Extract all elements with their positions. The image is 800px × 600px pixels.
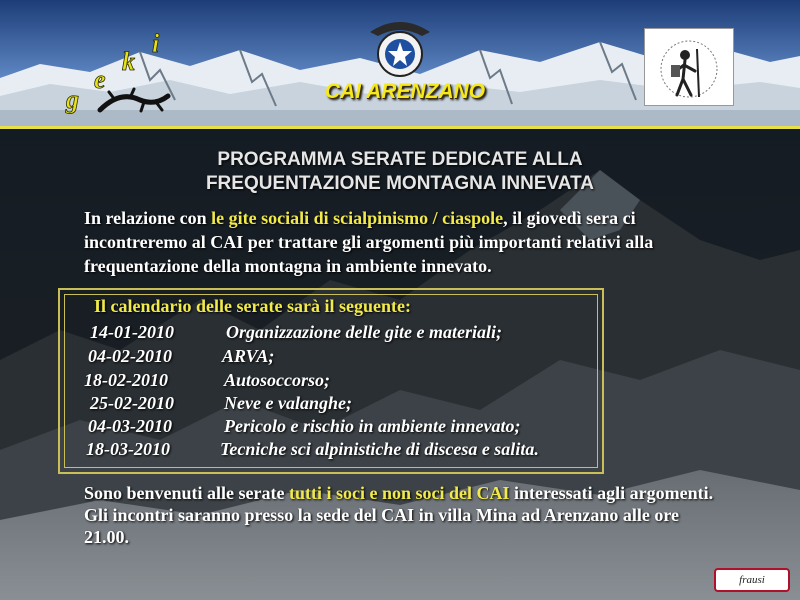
- gecko-logo-icon: [60, 30, 180, 120]
- page-title-line-1: PROGRAMMA SERATE DEDICATE ALLA: [217, 149, 583, 170]
- calendar-topic: Neve e valanghe;: [224, 393, 352, 413]
- calendar-row: [84, 370, 168, 391]
- intro-text-2: , il giovedì sera ci incontreremo al CAI per trattare gli argomenti più importanti relativi alla frequentazione della montagna in ambiente innevato.: [84, 208, 654, 276]
- calendar-topic: Autosoccorso;: [224, 370, 331, 390]
- calendar-date: 04-03-2010: [88, 416, 172, 436]
- closing-paragraph: [84, 482, 724, 548]
- calendar-row: [88, 416, 172, 437]
- svg-text:i: i: [152, 30, 160, 58]
- welcome-text-2: interessati agli argomenti.: [509, 483, 714, 503]
- calendar-row: [90, 322, 174, 343]
- welcome-text-1: Sono benvenuti alle serate: [84, 483, 289, 503]
- calendar-date: 14-01-2010: [90, 322, 174, 342]
- welcome-highlight: tutti i soci e non soci del CAI: [289, 483, 510, 503]
- calendar-topic: Pericolo e rischio in ambiente innevato;: [224, 416, 521, 436]
- calendar-row: [224, 393, 352, 414]
- calendar-heading: Il calendario delle serate sarà il seguente:: [94, 296, 411, 316]
- intro-highlight: le gite sociali di scialpinismo / ciaspole: [211, 208, 504, 228]
- calendar-row: [220, 439, 539, 460]
- calendar-row: [88, 346, 172, 367]
- calendar-topic: ARVA;: [222, 346, 275, 366]
- calendar-topic: Tecniche sci alpinistiche di discesa e salita.: [220, 439, 539, 459]
- calendar-row: [90, 393, 174, 414]
- hiker-logo-icon: [644, 28, 734, 106]
- calendar-date: 18-03-2010: [86, 439, 170, 459]
- location-line: Gli incontri saranno presso la sede del CAI in villa Mina ad Arenzano alle ore 21.00.: [84, 505, 680, 547]
- svg-text:g: g: [66, 85, 79, 114]
- svg-text:k: k: [122, 47, 135, 76]
- calendar-row: [224, 416, 520, 437]
- author-badge: frausi: [714, 568, 790, 592]
- intro-text-1: In relazione con: [84, 208, 212, 228]
- welcome-line: [84, 482, 724, 504]
- banner-title: CAI ARENZANO: [324, 80, 486, 103]
- banner-divider: [0, 126, 800, 129]
- page-title: [150, 148, 650, 196]
- calendar-row: [226, 322, 502, 343]
- svg-text:e: e: [94, 65, 106, 94]
- calendar-row: [224, 370, 330, 391]
- cai-star-emblem-icon: [366, 10, 434, 82]
- page-title-line-2: FREQUENTAZIONE MONTAGNA INNEVATA: [205, 173, 595, 194]
- calendar-date: 18-02-2010: [84, 370, 168, 390]
- calendar-date: 04-02-2010: [88, 346, 172, 366]
- intro-paragraph: [84, 206, 724, 278]
- calendar-topic: Organizzazione delle gite e materiali;: [226, 322, 502, 342]
- calendar-row: [222, 346, 274, 367]
- calendar-date: 25-02-2010: [90, 393, 174, 413]
- calendar-row: [86, 439, 170, 460]
